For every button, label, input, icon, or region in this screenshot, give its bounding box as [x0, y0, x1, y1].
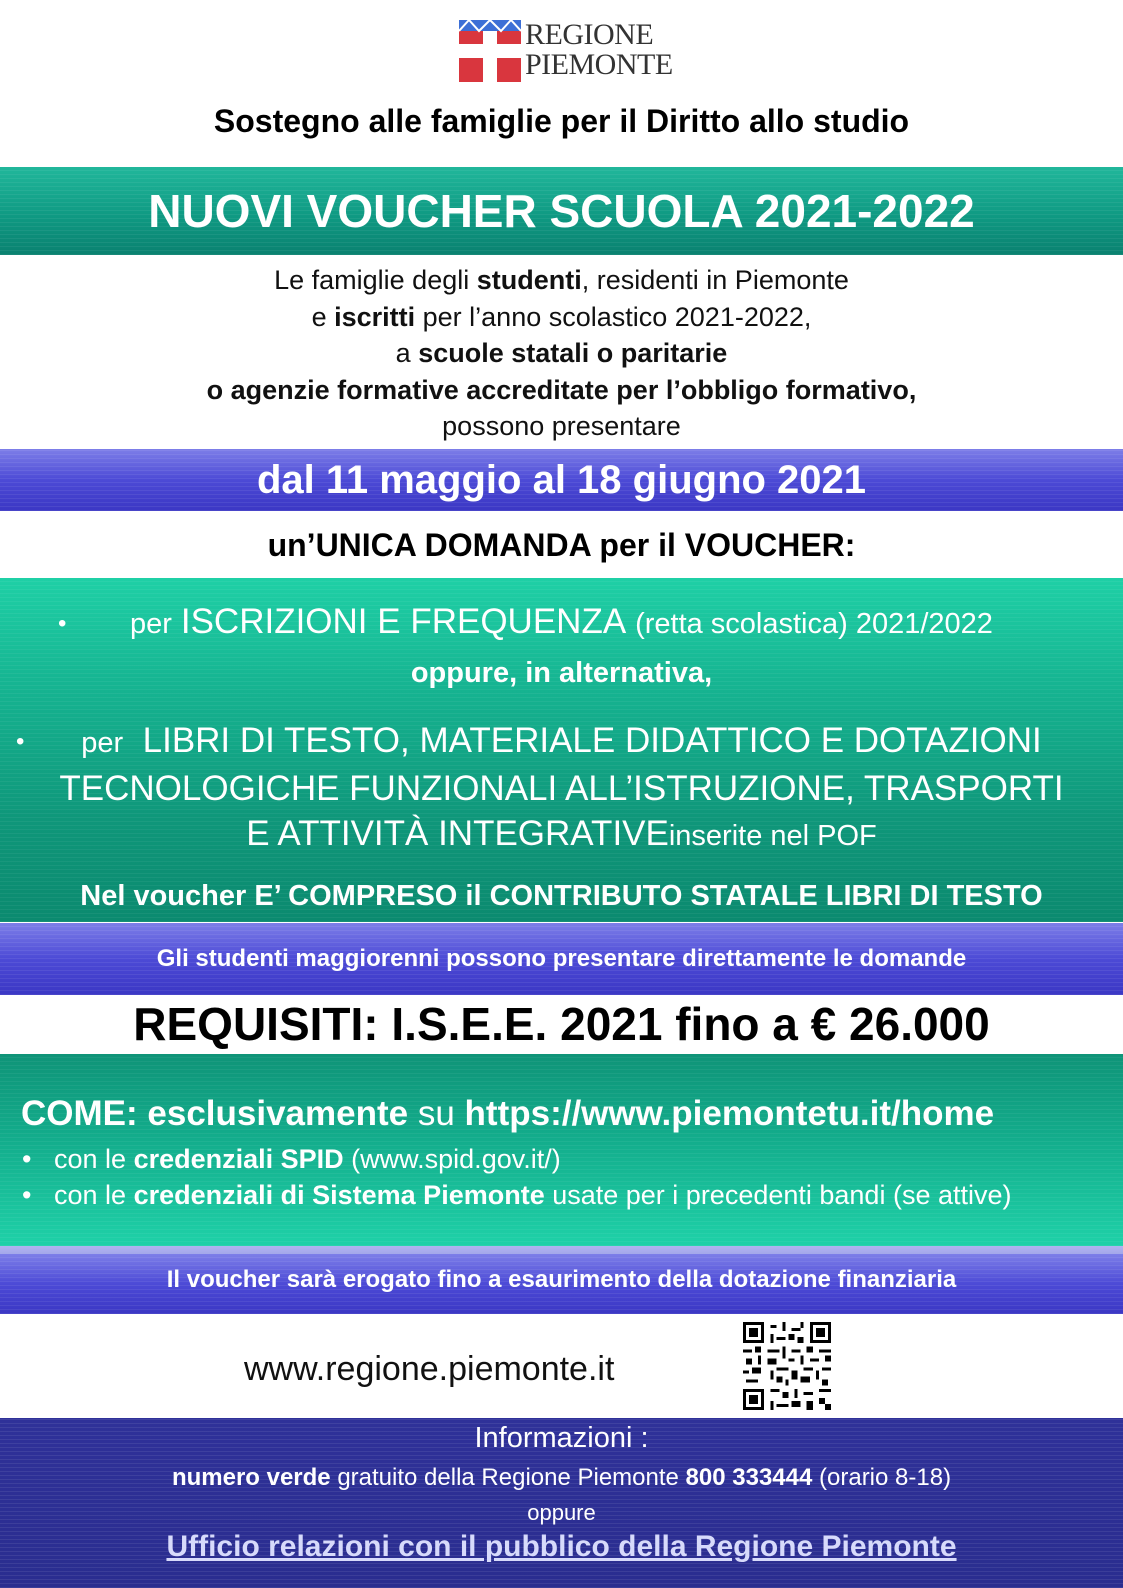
- info-or-text: oppure: [527, 1500, 596, 1525]
- subtitle: Sostegno alle famiglie per il Diritto allo studio: [213, 103, 910, 139]
- bullet-icon: •: [58, 610, 67, 637]
- option-books-text: LIBRI DI TESTO, MATERIALE DIDATTICO E DOTAZIONI: [142, 721, 1042, 760]
- logo-line-2: PIEMONTE: [525, 48, 673, 81]
- come-su: su: [417, 1094, 455, 1133]
- option-books-text: E ATTIVITÀ INTEGRATIVE: [246, 814, 669, 853]
- come-item-text: usate per i precedenti bandi (se attive): [544, 1180, 1012, 1210]
- sistema-piemonte-credentials-item: [22, 1180, 1011, 1211]
- intro-text: [0, 262, 1123, 445]
- option-books-line-2: TECNOLOGICHE FUNZIONALI ALL’ISTRUZIONE, TRASPORTI: [59, 769, 1064, 808]
- intro-strong: o agenzie formative accreditate per l’obbligo formativo,: [206, 374, 917, 405]
- toll-free-text: gratuito della Regione Piemonte: [330, 1464, 686, 1491]
- intro-text-span: e: [311, 301, 335, 332]
- information-section: [0, 1418, 1123, 1588]
- come-item-text: con le: [54, 1180, 134, 1210]
- option-per: per: [130, 608, 172, 640]
- option-enrollment: [0, 602, 1123, 642]
- voucher-options-section: [0, 578, 1123, 922]
- intro-text-span: , residenti in Piemonte: [581, 265, 849, 295]
- option-books-tail: inserite nel POF: [668, 820, 877, 852]
- toll-free-number: 800 333444: [685, 1464, 813, 1491]
- adult-students-note: Gli studenti maggiorenni possono presentare direttamente le domande: [0, 923, 1123, 995]
- come-item-strong: credenziali di Sistema Piemonte: [133, 1180, 545, 1210]
- bullet-icon: •: [22, 1144, 32, 1174]
- logo-wordmark: [525, 20, 673, 80]
- bullet-icon: •: [16, 728, 25, 755]
- how-to-apply-section: [0, 1054, 1123, 1246]
- option-per: per: [81, 727, 124, 759]
- come-label: COME:: [21, 1094, 138, 1133]
- intro-strong: studenti: [476, 265, 582, 295]
- qr-code-icon[interactable]: [743, 1322, 831, 1410]
- come-item-strong: credenziali SPID: [133, 1144, 344, 1174]
- alternative-text: oppure, in alternativa,: [410, 657, 713, 689]
- main-title: NUOVI VOUCHER SCUOLA 2021-2022: [0, 167, 1123, 255]
- intro-text-span: per l’anno scolastico 2021-2022,: [415, 301, 812, 332]
- urp-link[interactable]: Ufficio relazioni con il pubblico della Regione Piemonte: [166, 1530, 957, 1563]
- option-books-line-1: [0, 718, 1123, 766]
- intro-text-span: a: [395, 338, 419, 368]
- option-enrollment-tail: (retta scolastica) 2021/2022: [635, 608, 993, 640]
- option-enrollment-main: ISCRIZIONI E FREQUENZA: [180, 602, 627, 641]
- intro-line-1: [0, 262, 1123, 299]
- intro-strong: scuole statali o paritarie: [418, 338, 728, 368]
- spid-credentials-item: [22, 1144, 561, 1175]
- date-range-banner: dal 11 maggio al 18 giugno 2021: [0, 449, 1123, 511]
- come-exclusive: esclusivamente: [147, 1094, 409, 1133]
- bullet-icon: •: [22, 1180, 32, 1210]
- come-item-text: (www.spid.gov.it/): [343, 1144, 561, 1174]
- intro-line-2: [0, 299, 1123, 336]
- intro-line-4: [0, 372, 1123, 409]
- piemonte-coat-of-arms-icon: [459, 20, 521, 82]
- funding-limit-note: Il voucher sarà erogato fino a esaurimento della dotazione finanziaria: [0, 1254, 1123, 1314]
- toll-free-label: numero verde: [171, 1464, 331, 1491]
- option-books-line-3: [0, 811, 1123, 859]
- come-item-text: con le: [54, 1144, 134, 1174]
- intro-line-5: possono presentare: [442, 411, 681, 441]
- intro-text-span: Le famiglie degli: [274, 265, 477, 295]
- intro-strong: iscritti: [334, 301, 416, 332]
- information-title: Informazioni :: [474, 1422, 649, 1454]
- included-contribution-note: Nel voucher E’ COMPRESO il CONTRIBUTO STATALE LIBRI DI TESTO: [80, 880, 1043, 912]
- regione-piemonte-logo: [459, 18, 673, 84]
- application-url-link[interactable]: https://www.piemontetu.it/home: [464, 1094, 995, 1133]
- toll-free-number-line: [0, 1464, 1123, 1492]
- option-books: [0, 718, 1123, 859]
- single-application-heading: un’UNICA DOMANDA per il VOUCHER:: [267, 527, 856, 563]
- logo-line-1: REGIONE: [525, 18, 654, 51]
- toll-free-hours: (orario 8-18): [812, 1464, 952, 1491]
- intro-line-3: [0, 335, 1123, 372]
- how-to-apply-title: [21, 1094, 994, 1134]
- requirements-heading: REQUISITI: I.S.E.E. 2021 fino a € 26.000: [133, 998, 990, 1050]
- website-link[interactable]: www.regione.piemonte.it: [244, 1350, 615, 1388]
